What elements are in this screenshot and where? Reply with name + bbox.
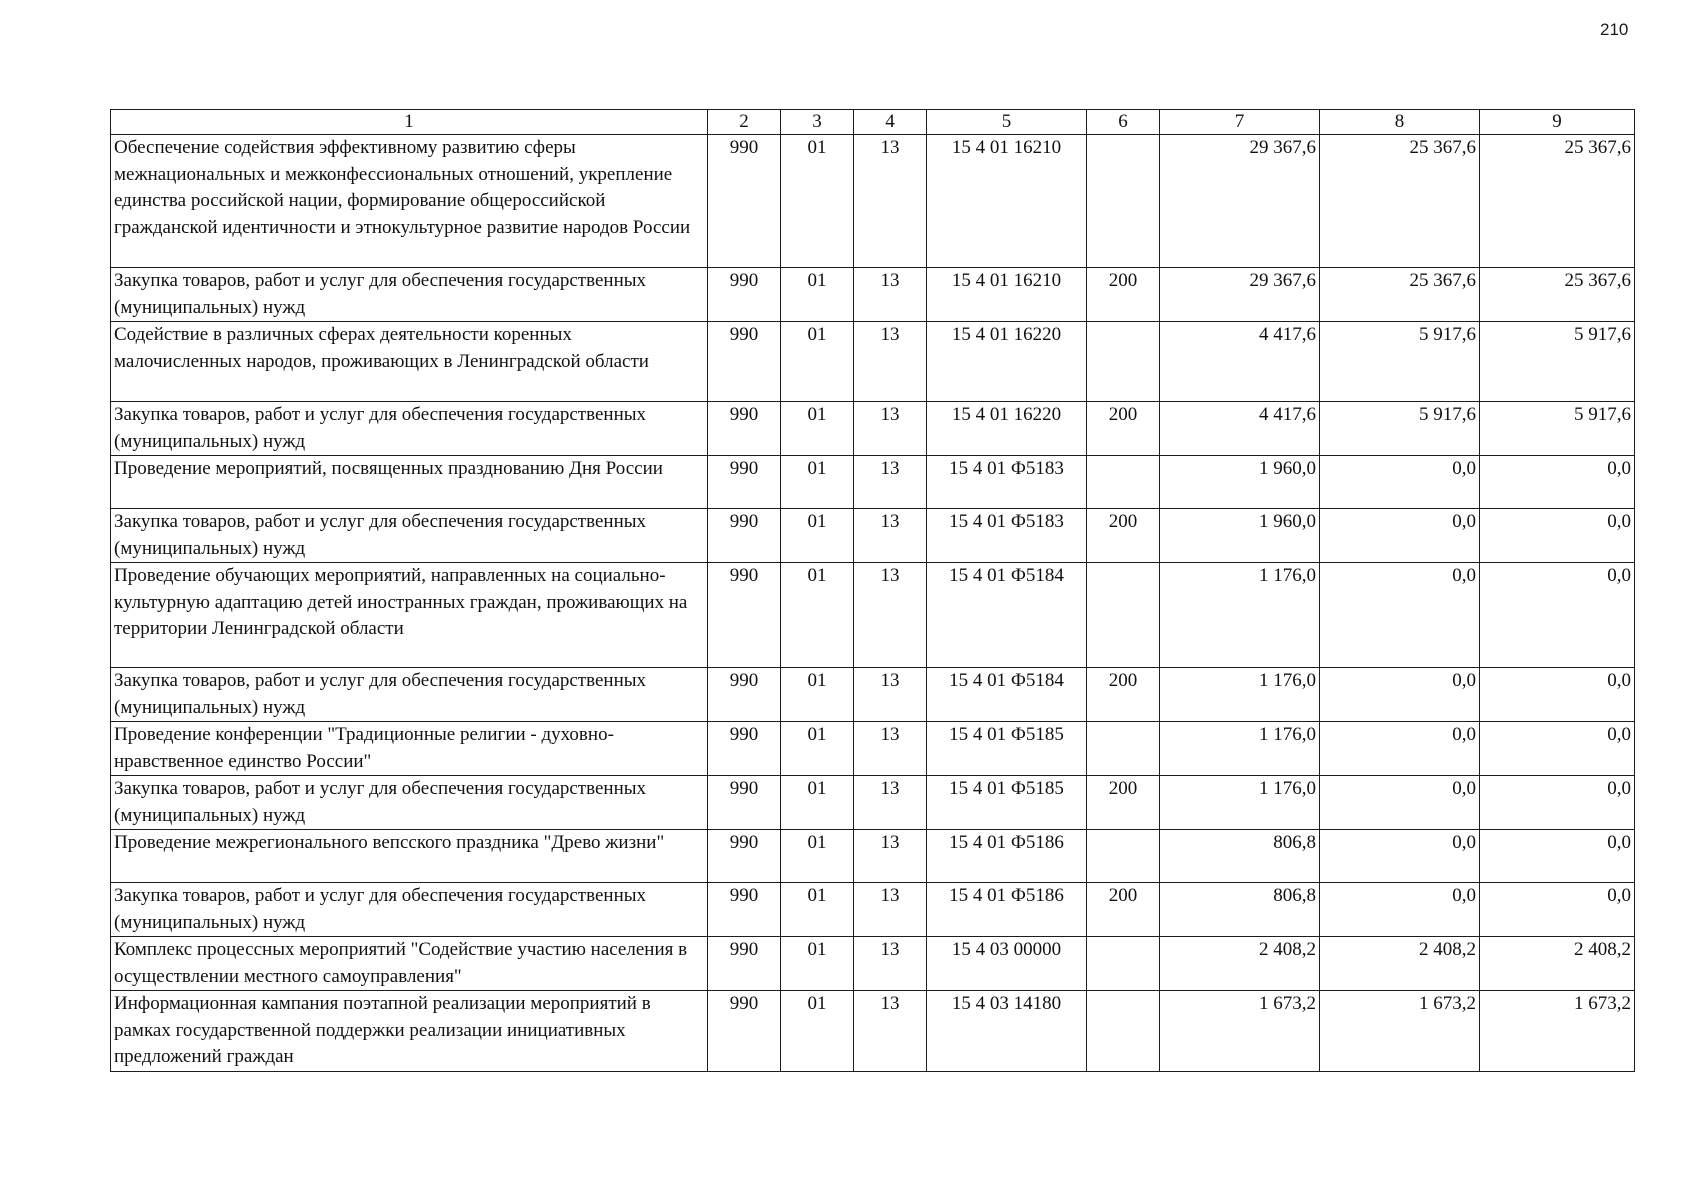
cell-amount-col9: 0,0 [1480,883,1635,937]
cell-amount-col8: 0,0 [1320,883,1480,937]
cell-code: 990 [708,830,781,883]
cell-section: 01 [781,402,854,456]
row-description: Закупка товаров, работ и услуг для обеспечения государственных (муниципальных) нужд [111,668,708,722]
cell-expense-type [1087,135,1160,268]
cell-expense-type: 200 [1087,883,1160,937]
cell-code: 990 [708,883,781,937]
header-row [111,110,1635,135]
cell-amount-col8: 0,0 [1320,830,1480,883]
table-row [111,268,1635,322]
cell-target-article: 15 4 03 14180 [927,991,1087,1072]
cell-expense-type [1087,322,1160,402]
cell-amount-col8: 25 367,6 [1320,268,1480,322]
cell-code: 990 [708,135,781,268]
table-row [111,509,1635,563]
row-description: Проведение конференции "Традиционные религии - духовно-нравственное единство России" [111,722,708,776]
cell-target-article: 15 4 01 Ф5186 [927,883,1087,937]
cell-amount-col8: 0,0 [1320,509,1480,563]
row-description: Обеспечение содействия эффективному развитию сферы межнациональных и межконфессиональных отношений, укрепление единства российской нации, формирование общероссийской гражданской идентичности и этнокультурное развитие народов России [111,135,708,268]
cell-target-article: 15 4 01 Ф5185 [927,776,1087,830]
column-header: 4 [854,110,927,135]
cell-code: 990 [708,722,781,776]
cell-expense-type [1087,563,1160,668]
table-row [111,402,1635,456]
cell-amount-col8: 2 408,2 [1320,937,1480,991]
cell-amount-col9: 25 367,6 [1480,135,1635,268]
row-description: Информационная кампания поэтапной реализации мероприятий в рамках государственной поддержки реализации инициативных предложений граждан [111,991,708,1072]
cell-subsection: 13 [854,883,927,937]
cell-section: 01 [781,991,854,1072]
cell-subsection: 13 [854,722,927,776]
cell-section: 01 [781,322,854,402]
cell-code: 990 [708,668,781,722]
cell-amount-col7: 806,8 [1160,883,1320,937]
cell-section: 01 [781,668,854,722]
cell-subsection: 13 [854,322,927,402]
cell-subsection: 13 [854,937,927,991]
column-header: 9 [1480,110,1635,135]
column-header: 6 [1087,110,1160,135]
cell-subsection: 13 [854,509,927,563]
cell-expense-type [1087,937,1160,991]
cell-code: 990 [708,991,781,1072]
table-row [111,991,1635,1072]
cell-code: 990 [708,268,781,322]
cell-expense-type [1087,991,1160,1072]
cell-amount-col9: 0,0 [1480,776,1635,830]
cell-amount-col9: 0,0 [1480,668,1635,722]
cell-amount-col7: 4 417,6 [1160,402,1320,456]
cell-amount-col7: 806,8 [1160,830,1320,883]
cell-amount-col7: 4 417,6 [1160,322,1320,402]
row-description: Закупка товаров, работ и услуг для обеспечения государственных (муниципальных) нужд [111,509,708,563]
row-description: Закупка товаров, работ и услуг для обеспечения государственных (муниципальных) нужд [111,776,708,830]
cell-amount-col8: 25 367,6 [1320,135,1480,268]
column-header: 7 [1160,110,1320,135]
cell-amount-col8: 0,0 [1320,722,1480,776]
cell-amount-col7: 29 367,6 [1160,135,1320,268]
cell-section: 01 [781,135,854,268]
table-row [111,135,1635,268]
row-description: Комплекс процессных мероприятий "Содействие участию населения в осуществлении местного самоуправления" [111,937,708,991]
row-description: Закупка товаров, работ и услуг для обеспечения государственных (муниципальных) нужд [111,883,708,937]
cell-target-article: 15 4 01 16210 [927,135,1087,268]
table-row [111,563,1635,668]
cell-target-article: 15 4 01 Ф5184 [927,563,1087,668]
row-description: Проведение обучающих мероприятий, направленных на социально-культурную адаптацию детей иностранных граждан, проживающих на территории Ленинградской области [111,563,708,668]
cell-expense-type: 200 [1087,268,1160,322]
cell-section: 01 [781,268,854,322]
cell-amount-col7: 1 176,0 [1160,776,1320,830]
cell-amount-col9: 0,0 [1480,563,1635,668]
row-description: Проведение межрегионального вепсского праздника "Древо жизни" [111,830,708,883]
table-row [111,776,1635,830]
cell-amount-col7: 29 367,6 [1160,268,1320,322]
cell-amount-col9: 0,0 [1480,722,1635,776]
cell-amount-col7: 1 960,0 [1160,456,1320,509]
row-description: Содействие в различных сферах деятельности коренных малочисленных народов, проживающих в Ленинградской области [111,322,708,402]
table-row [111,937,1635,991]
cell-subsection: 13 [854,135,927,268]
cell-subsection: 13 [854,563,927,668]
cell-code: 990 [708,322,781,402]
cell-code: 990 [708,937,781,991]
cell-code: 990 [708,402,781,456]
column-header: 3 [781,110,854,135]
cell-target-article: 15 4 03 00000 [927,937,1087,991]
cell-expense-type: 200 [1087,668,1160,722]
cell-amount-col8: 1 673,2 [1320,991,1480,1072]
cell-subsection: 13 [854,268,927,322]
cell-expense-type: 200 [1087,402,1160,456]
cell-subsection: 13 [854,776,927,830]
table-row [111,830,1635,883]
cell-amount-col7: 1 673,2 [1160,991,1320,1072]
table-row [111,668,1635,722]
cell-amount-col8: 0,0 [1320,668,1480,722]
cell-target-article: 15 4 01 16220 [927,322,1087,402]
table-row [111,322,1635,402]
cell-target-article: 15 4 01 Ф5185 [927,722,1087,776]
cell-target-article: 15 4 01 16210 [927,268,1087,322]
cell-expense-type [1087,456,1160,509]
cell-section: 01 [781,509,854,563]
cell-section: 01 [781,456,854,509]
cell-code: 990 [708,509,781,563]
cell-amount-col9: 5 917,6 [1480,322,1635,402]
cell-amount-col9: 5 917,6 [1480,402,1635,456]
cell-amount-col9: 0,0 [1480,456,1635,509]
cell-subsection: 13 [854,668,927,722]
cell-code: 990 [708,776,781,830]
cell-target-article: 15 4 01 Ф5186 [927,830,1087,883]
row-description: Закупка товаров, работ и услуг для обеспечения государственных (муниципальных) нужд [111,402,708,456]
cell-amount-col7: 1 176,0 [1160,563,1320,668]
cell-code: 990 [708,456,781,509]
cell-amount-col9: 25 367,6 [1480,268,1635,322]
cell-section: 01 [781,776,854,830]
table-row [111,883,1635,937]
cell-target-article: 15 4 01 Ф5183 [927,456,1087,509]
cell-amount-col9: 0,0 [1480,509,1635,563]
column-header: 8 [1320,110,1480,135]
cell-amount-col9: 1 673,2 [1480,991,1635,1072]
budget-table [110,109,1635,1072]
cell-subsection: 13 [854,830,927,883]
cell-section: 01 [781,722,854,776]
cell-amount-col8: 0,0 [1320,776,1480,830]
column-header: 2 [708,110,781,135]
cell-amount-col8: 5 917,6 [1320,402,1480,456]
cell-section: 01 [781,937,854,991]
row-description: Проведение мероприятий, посвященных празднованию Дня России [111,456,708,509]
page-number: 210 [1600,20,1629,39]
cell-expense-type [1087,830,1160,883]
cell-code: 990 [708,563,781,668]
cell-amount-col8: 0,0 [1320,456,1480,509]
cell-subsection: 13 [854,456,927,509]
cell-subsection: 13 [854,402,927,456]
cell-amount-col9: 2 408,2 [1480,937,1635,991]
cell-expense-type: 200 [1087,509,1160,563]
cell-section: 01 [781,883,854,937]
cell-section: 01 [781,563,854,668]
row-description: Закупка товаров, работ и услуг для обеспечения государственных (муниципальных) нужд [111,268,708,322]
cell-amount-col7: 1 176,0 [1160,722,1320,776]
cell-expense-type [1087,722,1160,776]
cell-target-article: 15 4 01 Ф5184 [927,668,1087,722]
cell-amount-col8: 0,0 [1320,563,1480,668]
cell-target-article: 15 4 01 Ф5183 [927,509,1087,563]
column-header: 1 [111,110,708,135]
table-row [111,456,1635,509]
cell-target-article: 15 4 01 16220 [927,402,1087,456]
cell-amount-col7: 2 408,2 [1160,937,1320,991]
column-header: 5 [927,110,1087,135]
cell-expense-type: 200 [1087,776,1160,830]
cell-amount-col8: 5 917,6 [1320,322,1480,402]
cell-amount-col7: 1 176,0 [1160,668,1320,722]
cell-amount-col7: 1 960,0 [1160,509,1320,563]
cell-subsection: 13 [854,991,927,1072]
cell-amount-col9: 0,0 [1480,830,1635,883]
cell-section: 01 [781,830,854,883]
table-row [111,722,1635,776]
